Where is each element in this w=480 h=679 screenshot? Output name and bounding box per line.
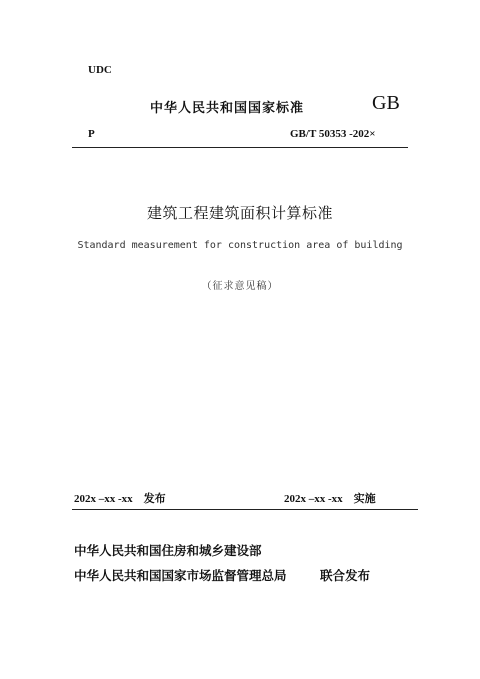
publisher-housing-ministry: 中华人民共和国住房和城乡建设部 [74, 543, 262, 558]
draft-note: （征求意见稿） [201, 281, 279, 292]
udc-label: UDC [88, 64, 112, 76]
document-title-chinese: 建筑工程建筑面积计算标准 [146, 204, 333, 222]
top-divider [72, 147, 408, 148]
document-title-english: Standard measurement for construction area of building [77, 240, 403, 251]
bottom-divider [72, 509, 418, 510]
issuer-title: 中华人民共和国国家标准 [150, 101, 305, 116]
p-classification-code: P [88, 128, 95, 140]
issue-date: 202x –xx -xx 发布 [74, 493, 166, 505]
publisher-market-regulation: 中华人民共和国国家市场监督管理总局 [74, 568, 287, 583]
gb-mark: GB [372, 92, 400, 114]
implementation-date: 202x –xx -xx 实施 [284, 493, 376, 505]
standard-number: GB/T 50353 -202× [290, 128, 376, 140]
joint-publish-label: 联合发布 [320, 568, 371, 583]
